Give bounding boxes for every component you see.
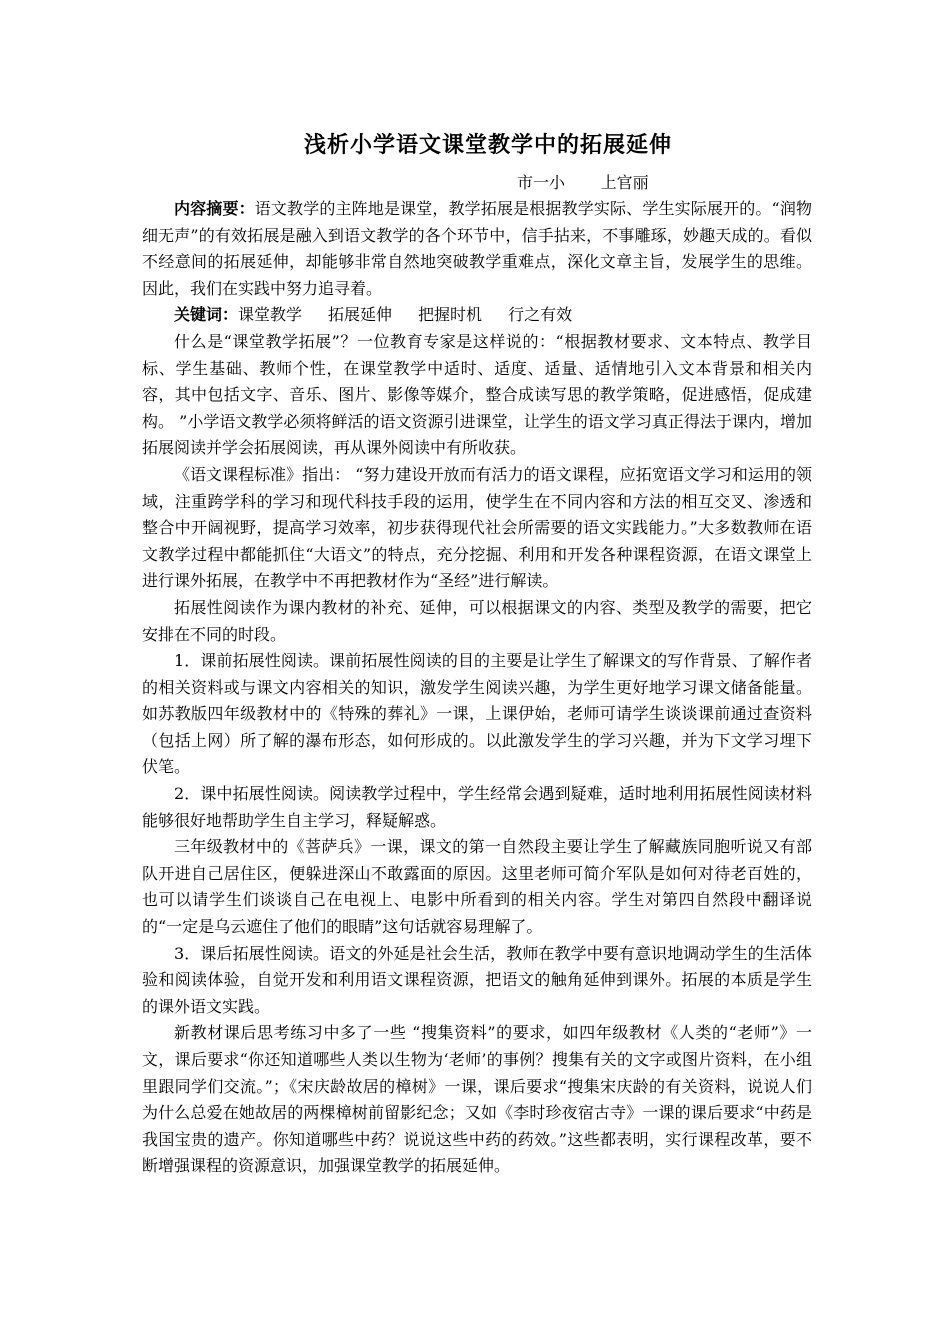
body-paragraph: 什么是“课堂教学拓展”？一位教育专家是这样说的：“根据教材要求、文本特点、教学目标、学生基础、教师个性，在课堂教学中适时、适度、适量、适情地引入文本背景和相关内容，其中包括文字、音乐、图片、影像等媒介，整合成读写思的教学策略，促进感悟，促成建构。 ”小学语文教学必须将鲜活的语文资源引进课堂，让学生的语文学习真正得法于课内，增加拓展阅读并学会拓展阅读，再从课外阅读中有所收获。 bbox=[142, 331, 812, 458]
body-paragraph: 《语文课程标准》指出： “努力建设开放而有活力的语文课程，应拓宽语文学习和运用的领域，注重跨学科的学习和现代科技手段的运用，使学生在不同内容和方法的相互交叉、渗透和整合中开阔视野，提高学习效率，初步获得现代社会所需要的语文实践能力。”大多数教师在语文教学过程中都能抓住“大语文”的特点，充分挖掘、利用和开发各种课程资源，在语文课堂上进行课外拓展，在教学中不再把教材作为“圣经”进行解读。 bbox=[142, 464, 812, 591]
body-paragraph: 三年级教材中的《菩萨兵》一课，课文的第一自然段主要让学生了解藏族同胞听说又有部队开进自己居住区，便躲进深山不敢露面的原因。这里老师可简介军队是如何对待老百姓的，也可以请学生们谈谈自己在电视上、电影中所看到的相关内容。学生对第四自然段中翻译说的“一定是乌云遮住了他们的眼睛”这句话就容易理解了。 bbox=[142, 837, 812, 937]
body-paragraph: 新教材课后思考练习中多了一些 “搜集资料”的要求，如四年级教材《人类的“老师”》一文，课后要求“你还知道哪些人类以生物为‘老师’的事例？搜集有关的文字或图片资料，在小组里跟同学们交流。”；《宋庆龄故居的樟树》一课，课后要求“搜集宋庆龄的有关资料，说说人们为什么总爱在她故居的两棵樟树前留影纪念；又如《李时珍夜宿古寺》一课的课后要求“中药是我国宝贵的遗产。你知道哪些中药？说说这些中药的药效。”这些都表明，实行课程改革，要不断增强课程的资源意识，加强课堂教学的拓展延伸。 bbox=[142, 1023, 812, 1176]
keywords-paragraph bbox=[142, 302, 812, 329]
keywords-label: 关键词： bbox=[174, 305, 239, 325]
body-paragraph: 3．课后拓展性阅读。语文的外延是社会生活，教师在教学中要有意识地调动学生的生活体验和阅读体验，自觉开发和利用语文课程资源，把语文的触角延伸到课外。拓展的本质是学生的课外语文实践。 bbox=[142, 943, 812, 1016]
abstract-label: 内容摘要： bbox=[174, 199, 255, 218]
keyword-item: 把握时机 bbox=[418, 305, 483, 325]
author-name: 上官丽 bbox=[600, 173, 649, 192]
body-paragraph: 拓展性阅读作为课内教材的补充、延伸，可以根据课文的内容、类型及教学的需要，把它安排在不同的时段。 bbox=[142, 597, 812, 644]
abstract-text: 语文教学的主阵地是课堂，教学拓展是根据教学实际、学生实际展开的。“润物细无声”的有效拓展是融入到语文教学的各个环节中，信手拈来，不事雕琢，妙趣天成的。看似不经意间的拓展延伸，却能够非常自然地突破教学重难点，深化文章主旨，发展学生的思维。因此，我们在实践中努力追寻着。 bbox=[142, 199, 812, 298]
author-line bbox=[142, 170, 812, 196]
author-unit: 市一小 bbox=[517, 173, 566, 192]
keyword-item: 行之有效 bbox=[508, 305, 573, 325]
article-title: 浅析小学语文课堂教学中的拓展延伸 bbox=[303, 132, 672, 158]
keyword-item: 课堂教学 bbox=[238, 305, 303, 325]
article-body bbox=[142, 130, 812, 1180]
keyword-item: 拓展延伸 bbox=[328, 305, 393, 325]
body-paragraph: 2．课中拓展性阅读。阅读教学过程中，学生经常会遇到疑难，适时地利用拓展性阅读材料能够很好地帮助学生自主学习，释疑解惑。 bbox=[142, 784, 812, 830]
body-paragraph: 1．课前拓展性阅读。课前拓展性阅读的目的主要是让学生了解课文的写作背景、了解作者的相关资料或与课文内容相关的知识，激发学生阅读兴趣，为学生更好地学习课文储备能量。如苏教版四年级教材中的《特殊的葬礼》一课，上课伊始，老师可请学生谈谈课前通过查资料（包括上网）所了解的瀑布形态，如何形成的。以此激发学生的学习兴趣，并为下文学习埋下伏笔。 bbox=[142, 651, 812, 777]
abstract-paragraph bbox=[142, 196, 812, 302]
